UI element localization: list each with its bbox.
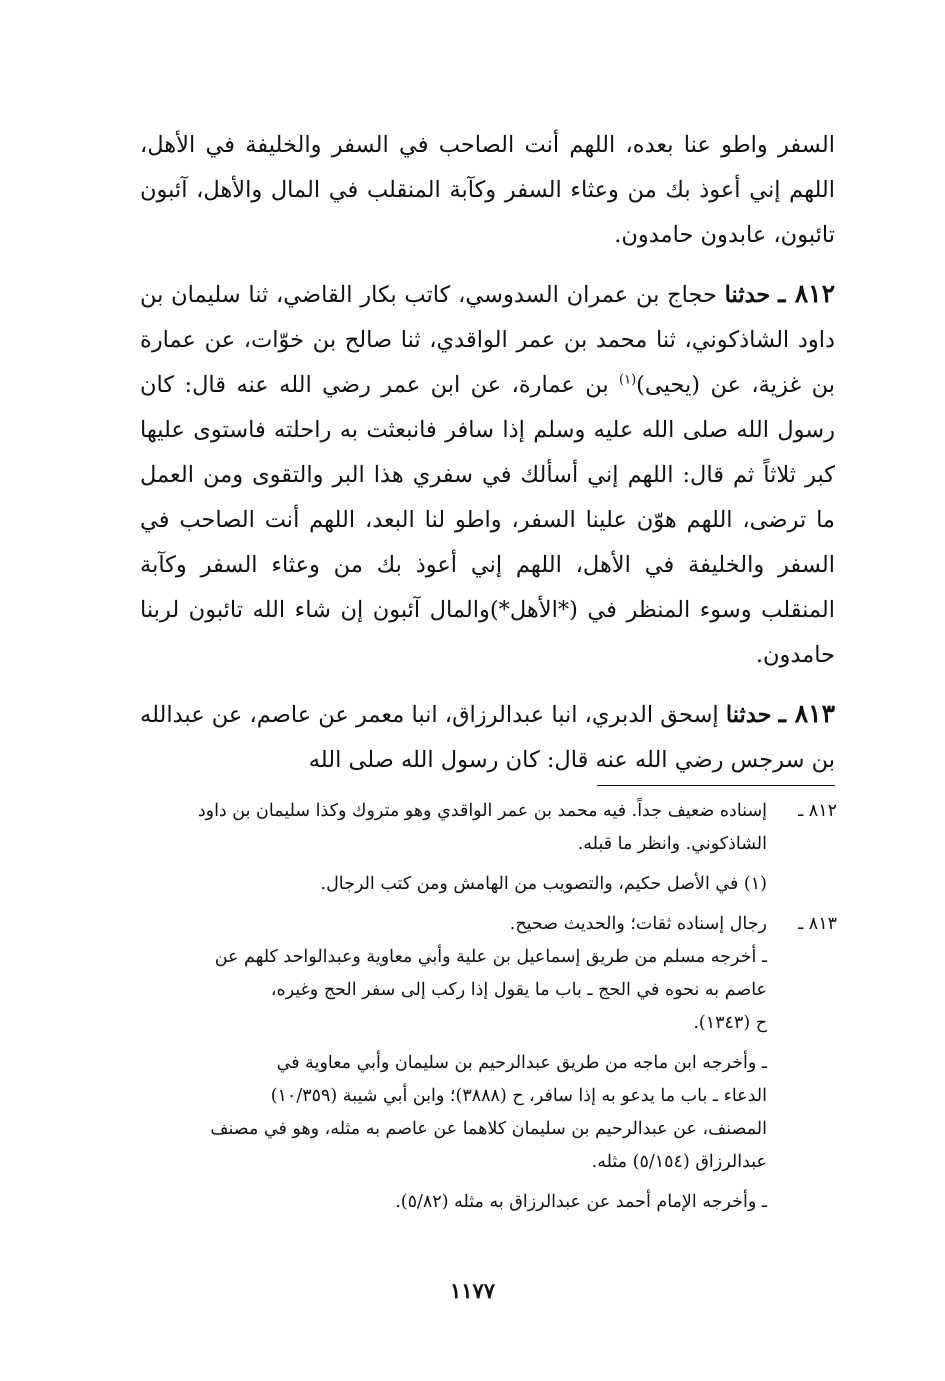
- note-line: ـ وأخرجه الإمام أحمد عن عبدالرزاق به مثله (٥/٨٢).: [395, 1192, 767, 1212]
- note-number: ٨١٢ ـ: [798, 801, 837, 821]
- source-note: [140, 941, 767, 1040]
- note-line: ـ وأخرجه ابن ماجه من طريق عبدالرحيم بن سليمان وأبي معاوية في: [276, 1053, 767, 1073]
- hadith-lead-word: حدثنا: [724, 282, 771, 308]
- footnote-1-text: (١) في الأصل حكيم، والتصويب من الهامش ومن كتب الرجال.: [320, 874, 767, 894]
- note-813-sources: [140, 941, 767, 1219]
- note-line: عبدالرزاق (٥/١٥٤) مثله.: [591, 1152, 767, 1172]
- note-line: إسناده ضعيف جداً. فيه محمد بن عمر الواقدي وهو متروك وكذا سليمان بن داود: [197, 801, 767, 821]
- note-1: [140, 868, 837, 901]
- hadith-lead-word: حدثنا: [725, 702, 772, 728]
- footnotes: [140, 795, 837, 1226]
- note-812: [140, 795, 837, 861]
- hadith-812: [140, 271, 835, 678]
- main-text: [140, 123, 835, 796]
- hadith-text: بن عمارة، عن ابن عمر رضي الله عنه قال: كان رسول الله صلى الله عليه وسلم إذا سافر فانبعثت به راحلته فاستوى عليها كبر ثلاثاً ثم قال: اللهم إني أسألك في سفري هذا البر والتقوى ومن العمل ما ترضى، اللهم هوّن علينا السفر، واطو لنا البعد، اللهم أنت الصاحب في السفر والخليفة في الأهل، اللهم إني أعوذ بك من وعثاء السفر وكآبة المنقلب وسوء المنظر في (*الأهل*)والمال آئبون إن شاء الله تائبون لربنا حامدون.: [140, 372, 835, 668]
- hadith-number: ٨١٣ ـ: [778, 699, 836, 728]
- note-line: الدعاء ـ باب ما يدعو به إذا سافر، ح (٣٨٨٨)؛ وابن أبي شيبة (١٠/٣٥٩): [270, 1086, 767, 1106]
- note-number: ٨١٣ ـ: [798, 914, 837, 934]
- continuation-paragraph: السفر واطو عنا بعده، اللهم أنت الصاحب في السفر والخليفة في الأهل، اللهم إني أعوذ بك من وعثاء السفر وكآبة المنقلب في المال والأهل، آئبون تائبون، عابدون حامدون.: [140, 132, 835, 248]
- footnote-marker: (١): [619, 372, 637, 388]
- note-body: [140, 795, 767, 861]
- note-line: عاصم به نحوه في الحج ـ باب ما يقول إذا ركب إلى سفر الحج وغيره،: [270, 980, 767, 1000]
- footnote-divider: [597, 785, 835, 786]
- hadith-813: [140, 691, 835, 783]
- source-note: [140, 1047, 767, 1179]
- page-number: ١١٧٧: [449, 1278, 496, 1303]
- source-note: [140, 1186, 767, 1219]
- hadith-text: إسحق الدبري، انبا عبدالرزاق، انبا معمر عن عاصم، عن عبدالله بن سرجس رضي الله عنه قال: كان رسول الله صلى الله: [140, 702, 835, 773]
- note-lead: رجال إسناده ثقات؛ والحديث صحيح.: [509, 914, 767, 934]
- note-line: الشاذكوني. وانظر ما قبله.: [577, 834, 767, 854]
- note-body: [140, 908, 767, 941]
- note-line: ـ أخرجه مسلم من طريق إسماعيل بن علية وأبي معاوية وعبدالواحد كلهم عن: [214, 947, 767, 967]
- note-line: ح (١٣٤٣).: [693, 1013, 767, 1033]
- note-line: المصنف، عن عبدالرحيم بن سليمان كلاهما عن عاصم به مثله، وهو في مصنف: [210, 1119, 767, 1139]
- note-813: [140, 908, 837, 941]
- hadith-text: حجاج بن عمران السدوسي، كاتب بكار القاضي، ثنا سليمان بن داود الشاذكوني، ثنا محمد بن عمر الواقدي، ثنا صالح بن خوّات، عن عمارة بن غزية، عن (يحيى): [140, 282, 835, 398]
- hadith-number: ٨١٢ ـ: [778, 279, 836, 308]
